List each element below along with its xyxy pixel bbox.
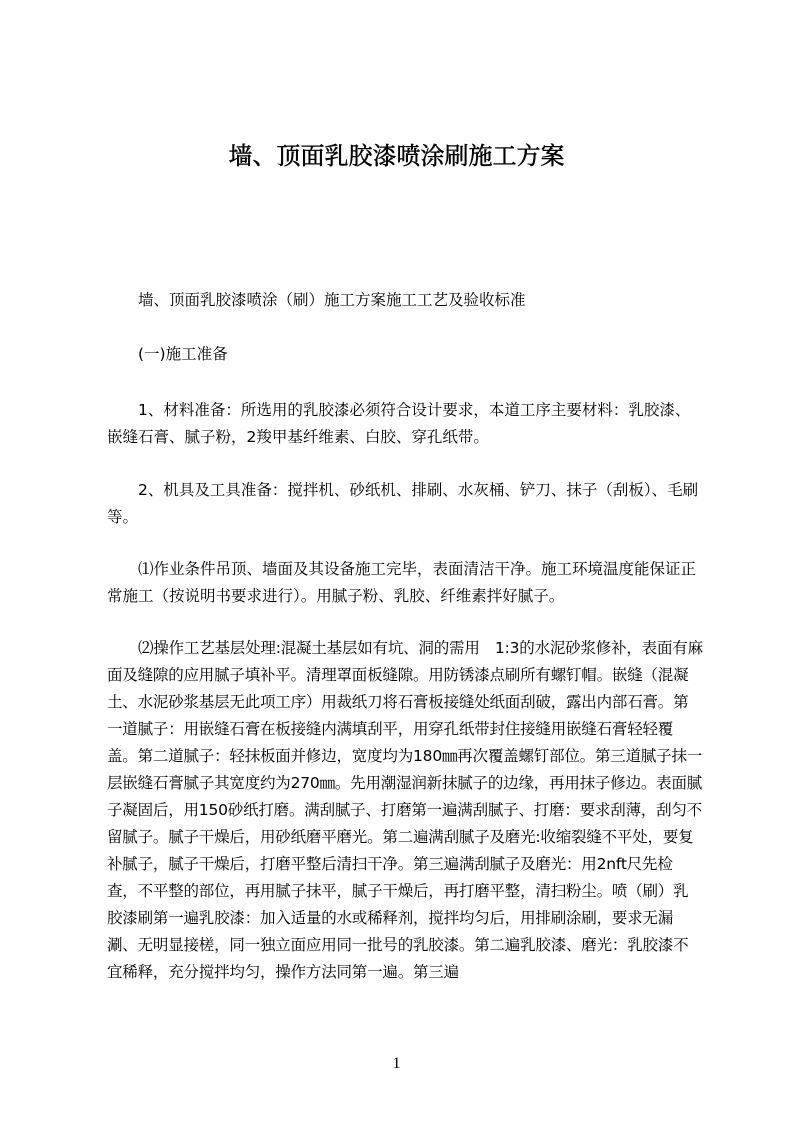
document-title: 墙、顶面乳胶漆喷涂刷施工方案 — [228, 142, 565, 170]
subtitle-text: 墙、顶面乳胶漆喷涂（刷）施工方案施工工艺及验收标准 — [138, 291, 526, 309]
paragraph-tools-text: 2、机具及工具准备：搅拌机、砂纸机、排刷、水灰桶、铲刀、抹子（刮板）、毛刷等。 — [107, 481, 699, 526]
paragraph-conditions — [107, 556, 703, 610]
section-heading-text: (一)施工准备 — [138, 345, 228, 363]
page-number: 1 — [392, 1055, 401, 1072]
paragraph-conditions-text: ⑴作业条件吊顶、墙面及其设备施工完毕，表面清洁干净。施工环境温度能保证正常施工（按说明书要求进行）。用腻子粉、乳胶、纤维素拌好腻子。 — [107, 560, 697, 605]
document-subtitle — [107, 287, 703, 314]
paragraph-process — [107, 635, 703, 980]
paragraph-process-text: ⑵操作工艺基层处理:混凝土基层如有坑、洞的需用 1:3的水泥砂浆修补，表面有麻面及缝隙的应用腻子填补平。清理罩面板缝隙。用防锈漆点刷所有螺钉帽。嵌缝（混凝土、水泥砂浆基层无此项工序）用裁纸刀将石膏板接缝处纸面刮破，露出内部石膏。第一道腻子：用嵌缝石膏在板接缝内满填刮平，用穿孔纸带封住接缝用嵌缝石膏轻轻覆盖。第二道腻子：轻抹板面并修边，宽度均为180㎜再次覆盖螺钉部位。第三道腻子抹一层嵌缝石膏腻子其宽度约为270㎜。先用潮湿润新抹腻子的边缘，再用抹子修边。表面腻子凝固后，用150砂纸打磨。满刮腻子、打磨第一遍满刮腻子、打磨：要求刮薄，刮匀不留腻子。腻子干燥后，用砂纸磨平磨光。第二遍满刮腻子及磨光:收缩裂缝不平处，要复补腻子，腻子干燥后，打磨平整后清扫干净。第三遍满刮腻子及磨光：用2nft尺先检查，不平整的部位，再用腻子抹平，腻子干燥后，再打磨平整，清扫粉尘。喷（刷）乳胶漆刷第一遍乳胶漆：加入适量的水或稀释剂，搅拌均匀后，用排刷涂刷，要求无漏涮、无明显接槎，同一独立面应用同一批号的乳胶漆。第二遍乳胶漆、磨光：乳胶漆不宜稀释，充分搅拌均匀，操作方法同第一遍。第三遍 — [107, 639, 703, 980]
paragraph-materials — [107, 397, 703, 451]
paragraph-materials-text: 1、材料准备：所选用的乳胶漆必须符合设计要求，本道工序主要材料：乳胶漆、嵌缝石膏、腻子粉，2羧甲基纤维素、白胶、穿孔纸带。 — [107, 401, 691, 446]
paragraph-tools — [107, 477, 703, 531]
section-heading — [107, 341, 703, 368]
